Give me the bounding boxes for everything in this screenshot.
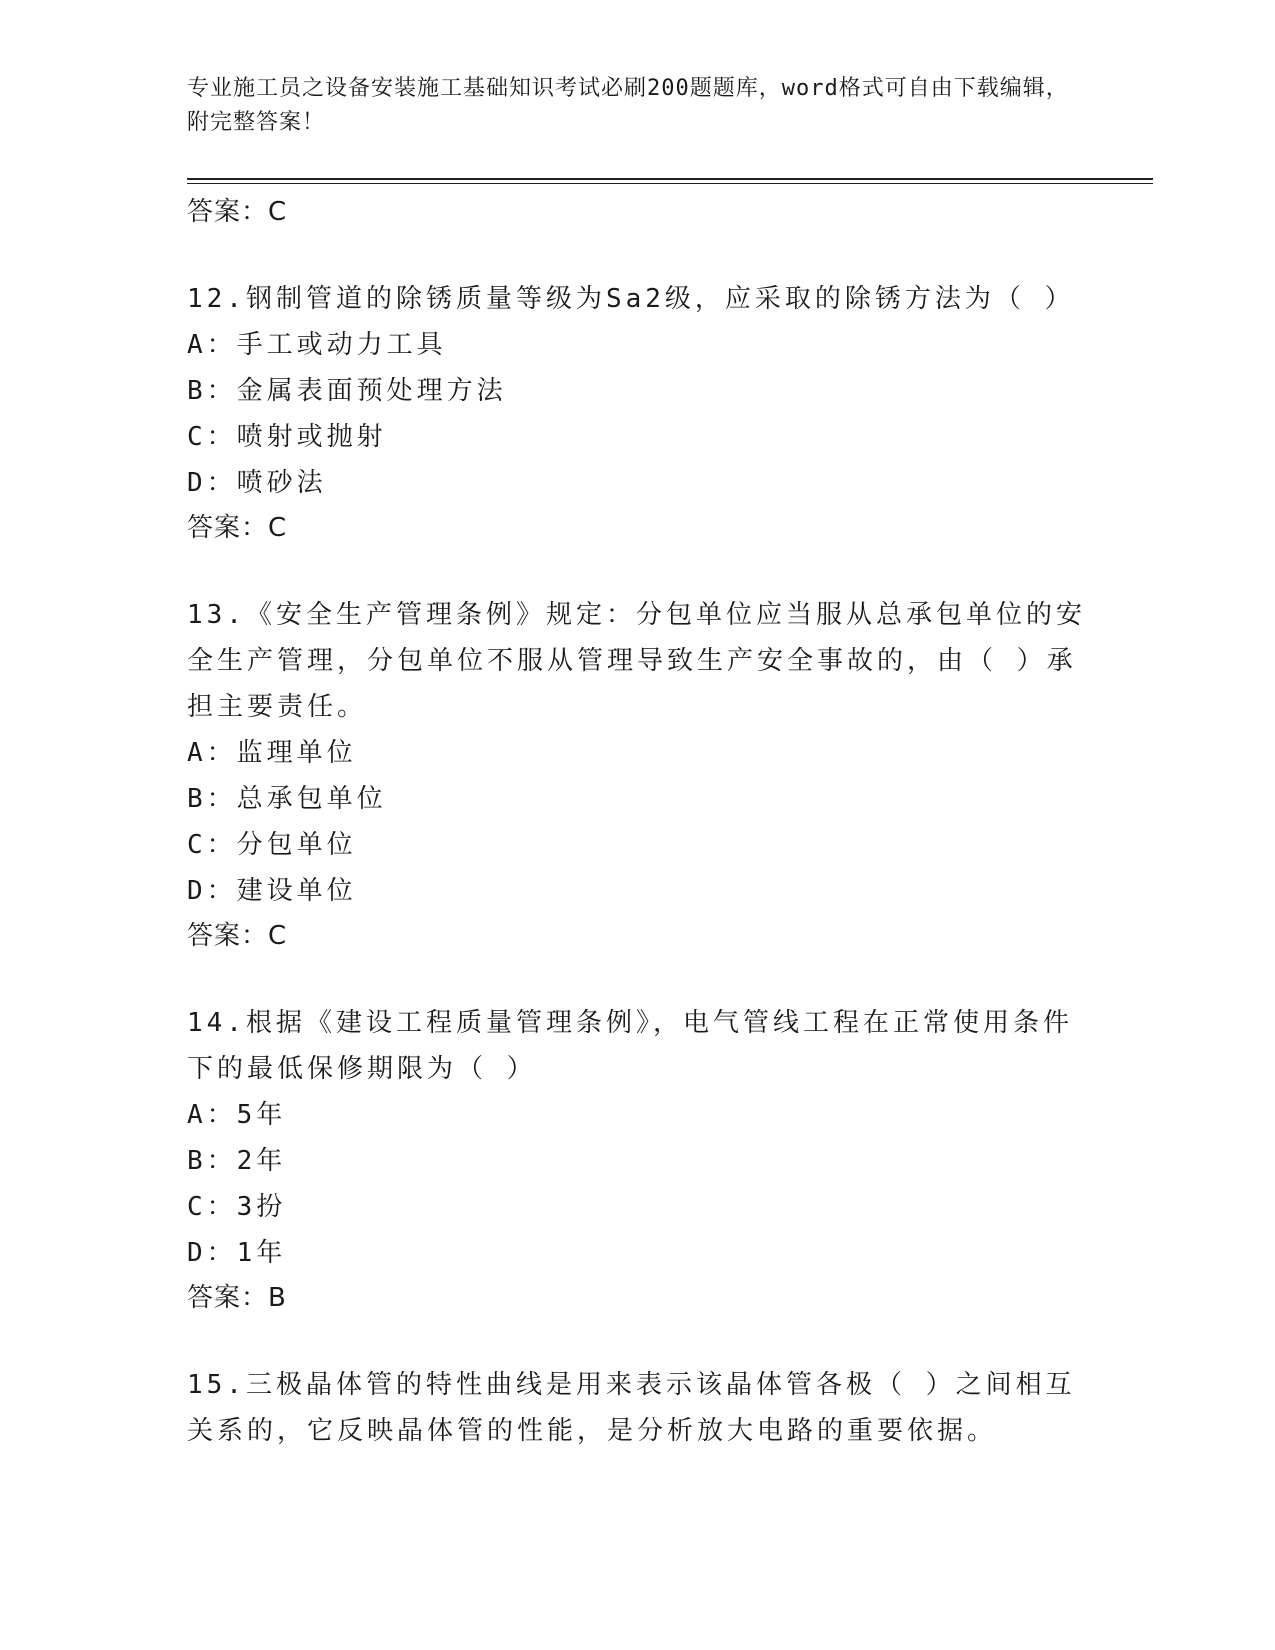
option-c: C：3扮 <box>187 1192 287 1222</box>
answer: 答案：C <box>187 513 288 543</box>
question-12 <box>187 276 1087 550</box>
question-list <box>187 190 1087 1454</box>
option-a: A：手工或动力工具 <box>187 330 447 360</box>
question-14 <box>187 1000 1087 1320</box>
option-d: D：1年 <box>187 1238 287 1268</box>
option-c: C：喷射或抛射 <box>187 422 387 452</box>
question-text: 13.《安全生产管理条例》规定：分包单位应当服从总承包单位的安全生产管理，分包单位不服从管理导致生产安全事故的，由（ ）承担主要责任。 <box>187 600 1086 722</box>
header-divider-thin <box>187 183 1153 184</box>
answer-prev: 答案：C <box>187 197 288 227</box>
question-text: 12.钢制管道的除锈质量等级为Sa2级，应采取的除锈方法为（ ） <box>187 284 1075 314</box>
question-13 <box>187 592 1087 958</box>
document-header: 专业施工员之设备安装施工基础知识考试必刷200题题库，word格式可自由下载编辑，附完整答案！ <box>187 76 1069 135</box>
option-a: A：监理单位 <box>187 738 357 768</box>
question-15 <box>187 1362 1087 1454</box>
header-divider-thick <box>187 178 1153 180</box>
option-b: B：2年 <box>187 1146 287 1176</box>
answer: 答案：B <box>187 1283 287 1313</box>
answer: 答案：C <box>187 921 288 951</box>
option-d: D：建设单位 <box>187 876 357 906</box>
option-c: C：分包单位 <box>187 830 357 860</box>
question-text: 15.三极晶体管的特性曲线是用来表示该晶体管各极（ ）之间相互关系的，它反映晶体管的性能，是分析放大电路的重要依据。 <box>187 1370 1076 1446</box>
question-text: 14.根据《建设工程质量管理条例》，电气管线工程在正常使用条件下的最低保修期限为（ ） <box>187 1008 1073 1084</box>
option-a: A：5年 <box>187 1100 287 1130</box>
option-d: D：喷砂法 <box>187 468 327 498</box>
option-b: B：总承包单位 <box>187 784 387 814</box>
option-b: B：金属表面预处理方法 <box>187 376 507 406</box>
